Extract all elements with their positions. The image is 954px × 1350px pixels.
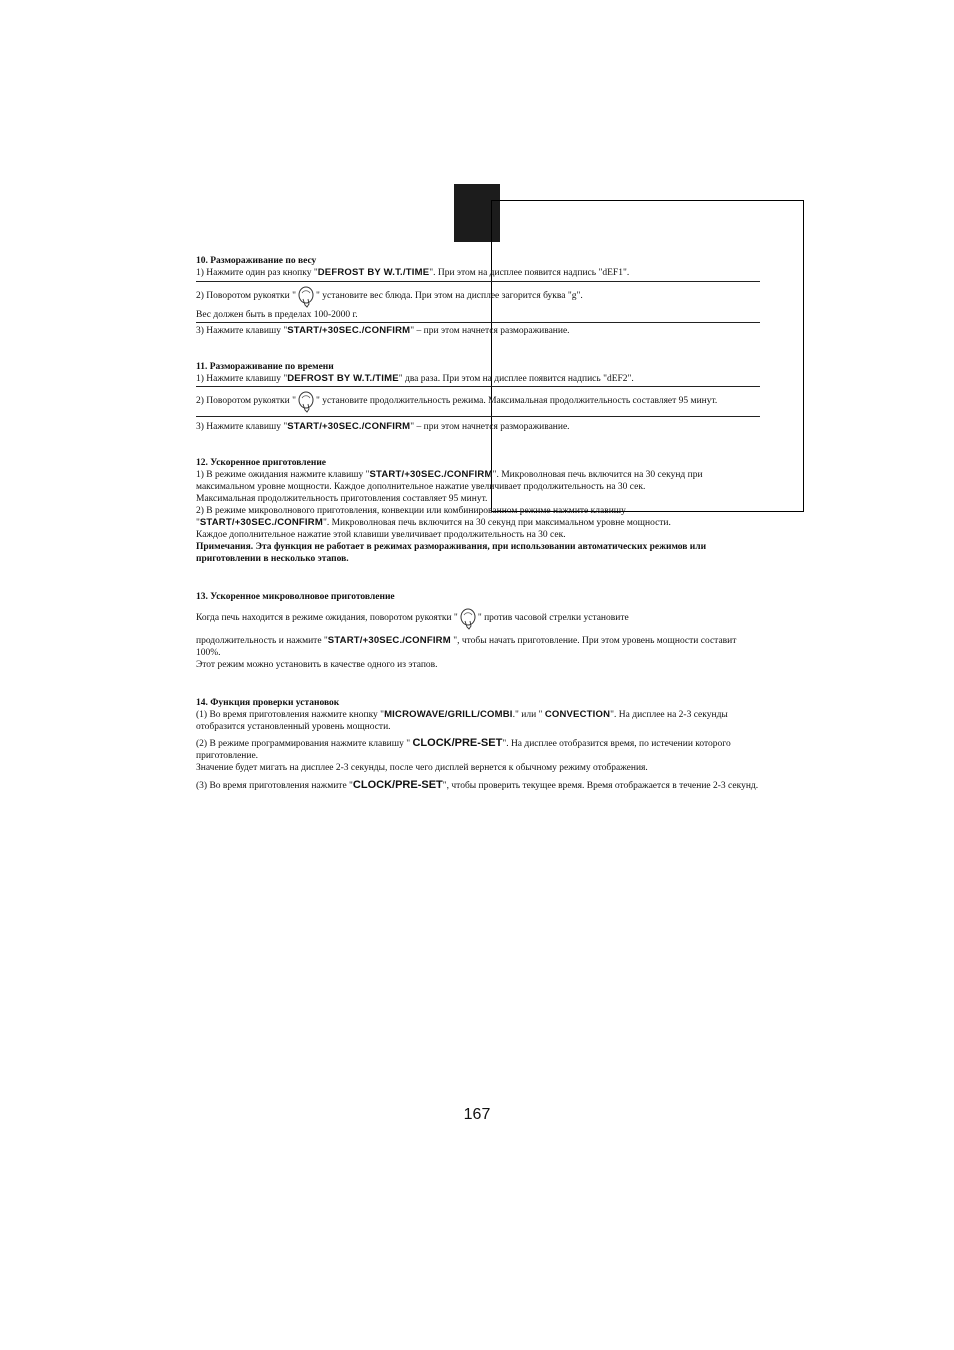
page-number: 167	[463, 1106, 491, 1123]
s14-item3: (3) Во время приготовления нажмите "CLOCK/PRE-SET", чтобы проверить текущее время. Время отображается в течение 2-3 секунд.	[196, 779, 759, 791]
section-14-title: 14. Функция проверки установок	[196, 698, 340, 708]
s12-max-duration: Максимальная продолжительность приготовления составляет 95 минут.	[196, 494, 488, 504]
section-11-title: 11. Размораживание по времени	[196, 362, 334, 372]
manual-content	[196, 255, 760, 792]
start-key-label: START/+30SEC./CONFIRM	[327, 635, 451, 646]
start-key-label: START/+30SEC./CONFIRM	[369, 469, 493, 480]
s11-step2: 2) Поворотом рукоятки " " установите продолжительность режима. Максимальная продолжительность составляет 95 минут.	[196, 390, 760, 417]
start-key-label: START/+30SEC./CONFIRM	[287, 421, 411, 432]
s10-step2: 2) Поворотом рукоятки " " установите вес блюда. При этом на дисплее загорится буква "g".	[196, 285, 760, 307]
defrost-key-label: DEFROST BY W.T./TIME	[317, 267, 430, 278]
start-key-label: START/+30SEC./CONFIRM	[199, 517, 323, 528]
section-13-title: 13. Ускоренное микроволновое приготовление	[196, 592, 395, 602]
s14-blink-note: Значение будет мигать на дисплее 2-3 секунды, после чего дисплей вернется к обычному режиму отображения.	[196, 763, 648, 773]
defrost-key-label: DEFROST BY W.T./TIME	[287, 373, 399, 384]
s10-weight-range: Вес должен быть в пределах 100-2000 г.	[196, 309, 760, 323]
section-10-title: 10. Размораживание по весу	[196, 256, 317, 266]
clock-key-label: CLOCK/PRE-SET	[352, 779, 443, 791]
start-key-label: START/+30SEC./CONFIRM	[287, 325, 411, 336]
s13-line2: продолжительность и нажмите "START/+30SEC./CONFIRM ", чтобы начать приготовление. При этом уровень мощности составит 100%.	[196, 635, 737, 658]
microwave-key-label: MICROWAVE/GRILL/COMBI	[384, 709, 513, 720]
clock-key-label: CLOCK/PRE-SET	[412, 737, 503, 749]
s11-step1: 1) Нажмите клавишу "DEFROST BY W.T./TIME" два раза. При этом на дисплее появится надпись "dEF2".	[196, 373, 760, 387]
s12-step1: 1) В режиме ожидания нажмите клавишу "START/+30SEC./CONFIRM". Микроволновая печь включится на 30 секунд при максимальном уровне мощности. Каждое дополнительное нажатие увеличивает продолжительность на 30 сек.	[196, 469, 703, 492]
s13-line3: Этот режим можно установить в качестве одного из этапов.	[196, 660, 438, 670]
s14-item1: (1) Во время приготовления нажмите кнопку "MICROWAVE/GRILL/COMBI." или " CONVECTION". На дисплее на 2-3 секунды отобразится установленный уровень мощности.	[196, 709, 728, 732]
s14-item2: (2) В режиме программирования нажмите клавишу " CLOCK/PRE-SET". На дисплее отобразится время, по истечении которого приготовление.	[196, 737, 731, 761]
s11-step3: 3) Нажмите клавишу "START/+30SEC./CONFIRM" – при этом начнется размораживание.	[196, 421, 570, 432]
section-12-title: 12. Ускоренное приготовление	[196, 458, 327, 468]
knob-icon	[458, 607, 478, 629]
convection-key-label: CONVECTION	[544, 709, 611, 720]
knob-icon	[296, 285, 316, 307]
s13-line1: Когда печь находится в режиме ожидания, поворотом рукоятки " " против часовой стрелки установите	[196, 607, 760, 629]
s12-step2: 2) В режиме микроволнового приготовления, конвекции или комбинированном режиме нажмите клавишу	[196, 506, 626, 516]
s10-step1: 1) Нажмите один раз кнопку "DEFROST BY W.T./TIME". При этом на дисплее появится надпись "dEF1".	[196, 267, 760, 282]
s12-each-press: Каждое дополнительное нажатие этой клавиши увеличивает продолжительность на 30 сек.	[196, 530, 566, 540]
s12-step2-key: "START/+30SEC./CONFIRM". Микроволновая печь включится на 30 секунд при максимальном уровне мощности.	[196, 517, 671, 528]
knob-icon	[296, 390, 316, 412]
s12-note: Примечания. Эта функция не работает в режимах размораживания, при использовании автоматических режимов или приготовлении в несколько этапов.	[196, 542, 707, 564]
s10-step3: 3) Нажмите клавишу "START/+30SEC./CONFIRM" – при этом начнется размораживание.	[196, 325, 570, 336]
